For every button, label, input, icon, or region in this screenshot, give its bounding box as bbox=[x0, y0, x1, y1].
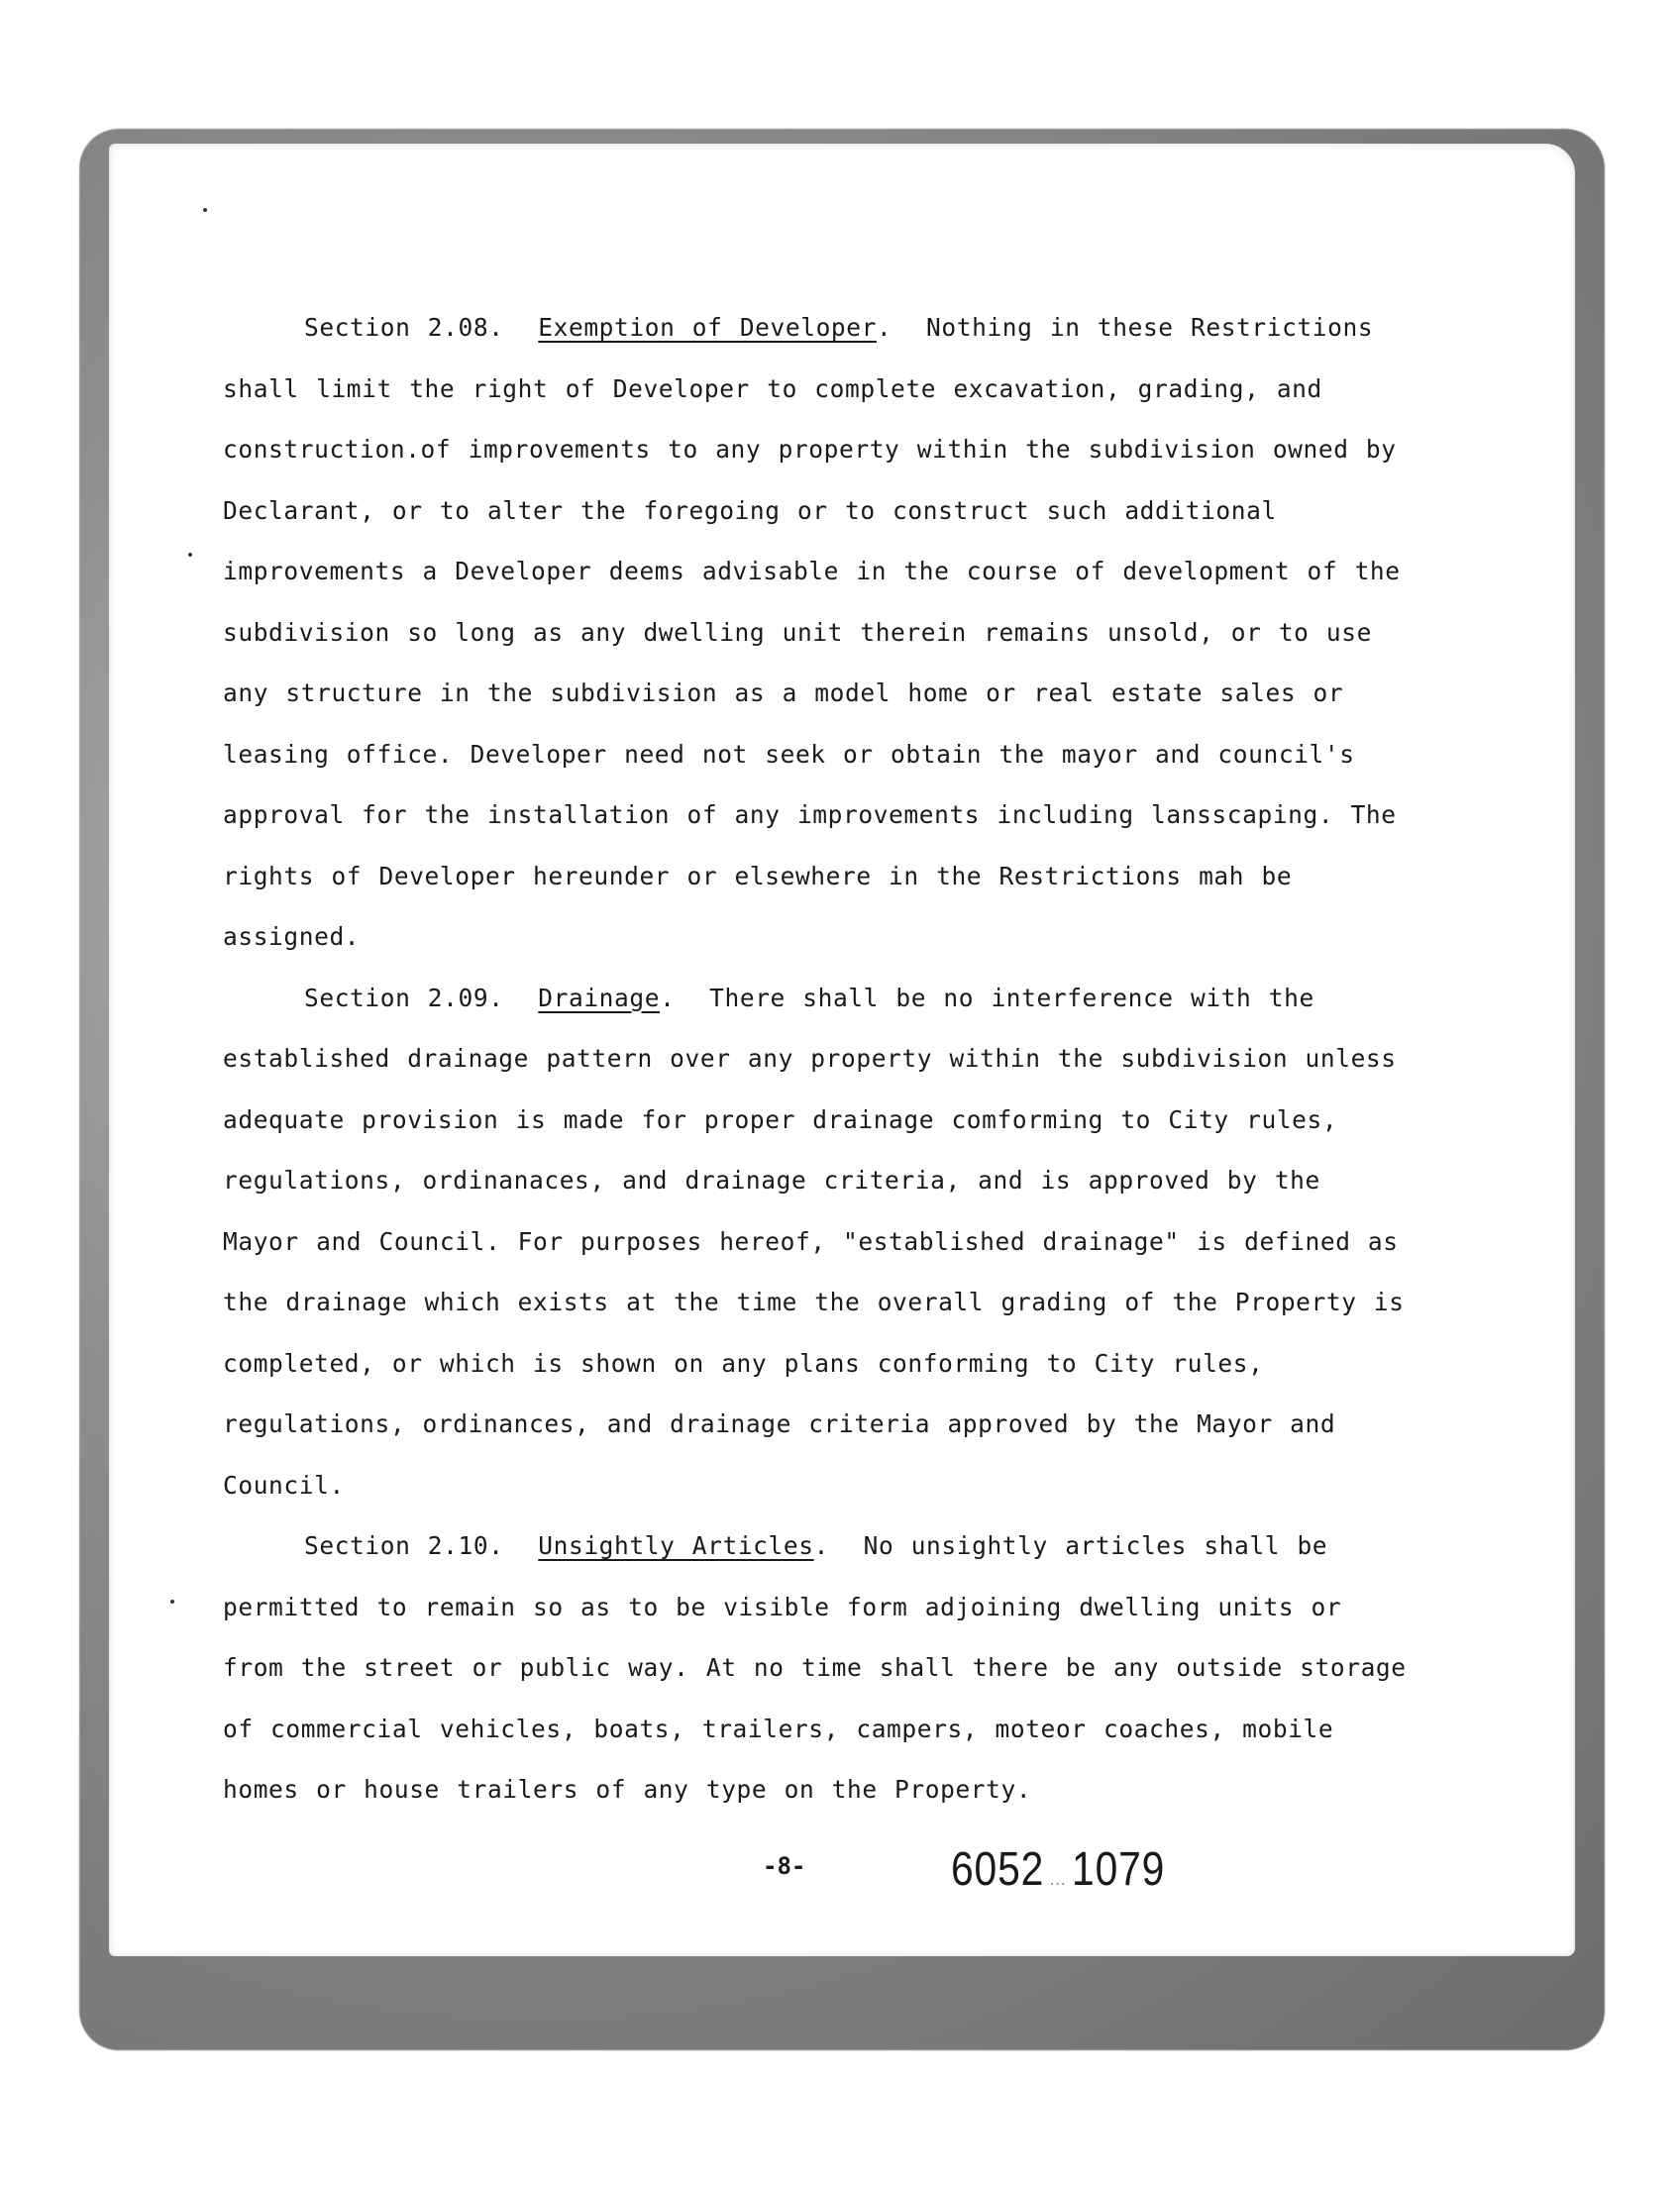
page-number: -8- bbox=[763, 1852, 806, 1880]
section-body: No unsightly articles shall be permitted to remain so as to be visible form adjoining dwelling units or from the street or public way. At no time shall there be any outside storage of commercial vehicles, boats, trailers, campers, moteor coaches, mobile homes or house trailers of any type on the Property. bbox=[223, 1531, 1407, 1804]
page-footer bbox=[0, 1842, 1680, 1902]
section-body: Nothing in these Restrictions shall limit the right of Developer to complete excavation, grading, and construction.of improvements to any property within the subdivision owned by Declarant, or to alter the foregoing or to construct such additional improvements a Developer deems advisable in the course of development of the subdivision so long as any dwelling unit therein remains unsold, or to use any structure in the subdivision as a model home or real estate sales or leasing office. Developer need not seek or obtain the mayor and council's approval for the installation of any improvements including lansscaping. The rights of Developer hereunder or elsewhere in the Restrictions mah be assigned. bbox=[223, 313, 1401, 951]
section-number: Section 2.09. bbox=[304, 983, 504, 1012]
section-2-08: Section 2.08. Exemption of Developer. Nothing in these Restrictions shall limit the right of Developer to complete excavation, grading, and construction.of improvements to any property within the subdivision owned by Declarant, or to alter the foregoing or to construct such additional improvements a Developer deems advisable in the course of development of the subdivision so long as any dwelling unit therein remains unsold, or to use any structure in the subdivision as a model home or real estate sales or leasing office. Developer need not seek or obtain the mayor and council's approval for the installation of any improvements including lansscaping. The rights of Developer hereunder or elsewhere in the Restrictions mah be assigned. bbox=[223, 313, 1401, 951]
section-body: There shall be no interference with the established drainage pattern over any property within the subdivision unless adequate provision is made for proper drainage comforming to City rules, regulations, ordinanaces, and drainage criteria, and is approved by the Mayor and Council. For purposes hereof, "established drainage" is defined as the drainage which exists at the time the overall grading of the Property is completed, or which is shown on any plans conforming to City rules, regulations, ordinances, and drainage criteria approved by the Mayor and Council. bbox=[223, 983, 1405, 1500]
book-page: 1079 bbox=[1072, 1843, 1166, 1896]
section-2-10: Section 2.10. Unsightly Articles. No unsightly articles shall be permitted to remain so as to be visible form adjoining dwelling units or from the street or public way. At no time shall there be any outside storage of commercial vehicles, boats, trailers, campers, moteor coaches, mobile homes or house trailers of any type on the Property. bbox=[223, 1531, 1407, 1804]
section-2-09: Section 2.09. Drainage. There shall be no interference with the established drainage pattern over any property within the subdivision unless adequate provision is made for proper drainage comforming to City rules, regulations, ordinanaces, and drainage criteria, and is approved by the Mayor and Council. For purposes hereof, "established drainage" is defined as the drainage which exists at the time the overall grading of the Property is completed, or which is shown on any plans conforming to City rules, regulations, ordinances, and drainage criteria approved by the Mayor and Council. bbox=[223, 983, 1405, 1500]
scan-speck bbox=[188, 553, 192, 557]
section-title: Exemption of Developer bbox=[538, 313, 877, 342]
scan-speck bbox=[203, 208, 207, 212]
book-number: 6052 bbox=[951, 1843, 1045, 1896]
document-body bbox=[223, 297, 1412, 1821]
scan-speck bbox=[170, 1600, 174, 1604]
section-number: Section 2.08. bbox=[304, 313, 504, 342]
section-title: Drainage bbox=[538, 983, 661, 1012]
section-number: Section 2.10. bbox=[304, 1531, 504, 1560]
recording-stamp: 6052 ... 1079 bbox=[951, 1843, 1166, 1896]
section-title: Unsightly Articles bbox=[538, 1531, 814, 1560]
